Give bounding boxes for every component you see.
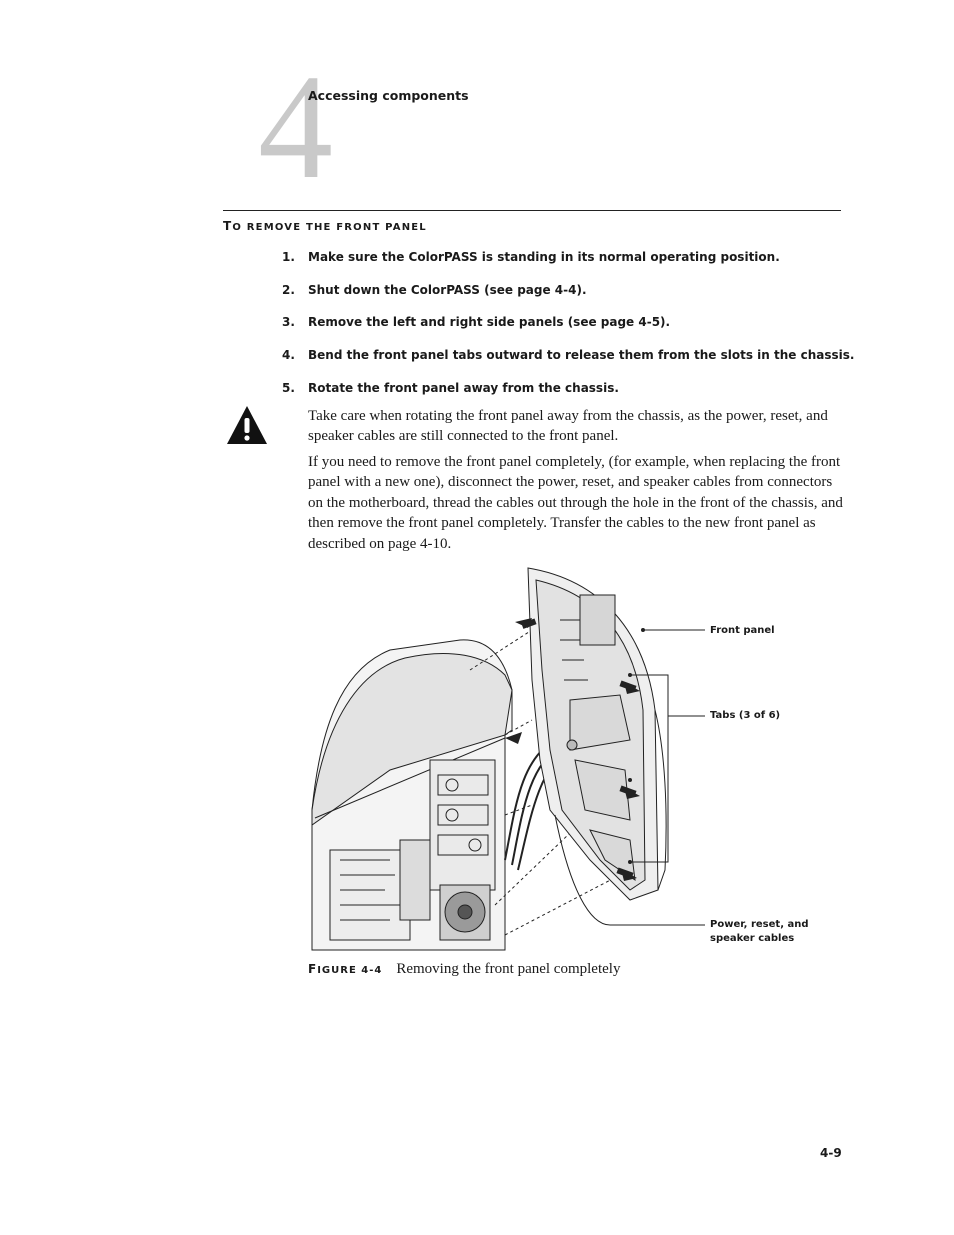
warning-icon: [226, 404, 268, 446]
step-3: [282, 315, 670, 329]
callout-tabs: Tabs (3 of 6): [710, 710, 781, 721]
callout-front-panel: Front panel: [710, 625, 775, 636]
step-text: Make sure the ColorPASS is standing in its normal operating position.: [308, 250, 780, 264]
chapter-title: Accessing components: [308, 88, 469, 103]
section-heading: [223, 219, 427, 233]
figure-label-initial: F: [308, 962, 318, 976]
step-text: Bend the front panel tabs outward to release them from the slots in the chassis.: [308, 348, 855, 362]
figure-label: [308, 962, 383, 976]
step-4: [282, 348, 854, 362]
header-rule: [223, 210, 841, 211]
step-number: 1.: [282, 250, 295, 264]
front-panel-illustration: [300, 560, 841, 955]
callout-cables-line1: Power, reset, and: [710, 919, 809, 930]
step-5: [282, 381, 619, 395]
step-text: Shut down the ColorPASS (see page 4-4).: [308, 283, 587, 297]
step-number: 5.: [282, 381, 295, 395]
step-text: Rotate the front panel away from the chassis.: [308, 381, 619, 395]
section-heading-rest: O REMOVE THE FRONT PANEL: [232, 222, 427, 233]
body-paragraph: If you need to remove the front panel completely, (for example, when replacing the front panel with a new one), disconnect the power, reset, and speaker cables from connectors on the motherboard, thread the cables out through the hole in the front of the chassis, and then remove the front panel completely. Transfer the cables to the new front panel as described on page 4-10.: [308, 454, 843, 552]
warning-text: Take care when rotating the front panel away from the chassis, as the power, reset, and speaker cables are still connected to the front panel.: [308, 408, 828, 445]
figure-caption: [308, 961, 620, 978]
chapter-number: 4: [258, 44, 333, 210]
figure-caption-text: Removing the front panel completely: [396, 961, 621, 977]
step-number: 4.: [282, 348, 295, 362]
step-number: 3.: [282, 315, 295, 329]
callout-cables-line2: speaker cables: [710, 933, 795, 944]
step-1: [282, 250, 780, 264]
figure-label-rest: IGURE 4-4: [317, 965, 383, 976]
section-heading-initial: T: [223, 219, 233, 233]
step-text: Remove the left and right side panels (see page 4-5).: [308, 315, 671, 329]
callout-cables: [710, 918, 809, 946]
page-number: 4-9: [820, 1146, 842, 1160]
step-number: 2.: [282, 283, 295, 297]
step-2: [282, 283, 587, 297]
